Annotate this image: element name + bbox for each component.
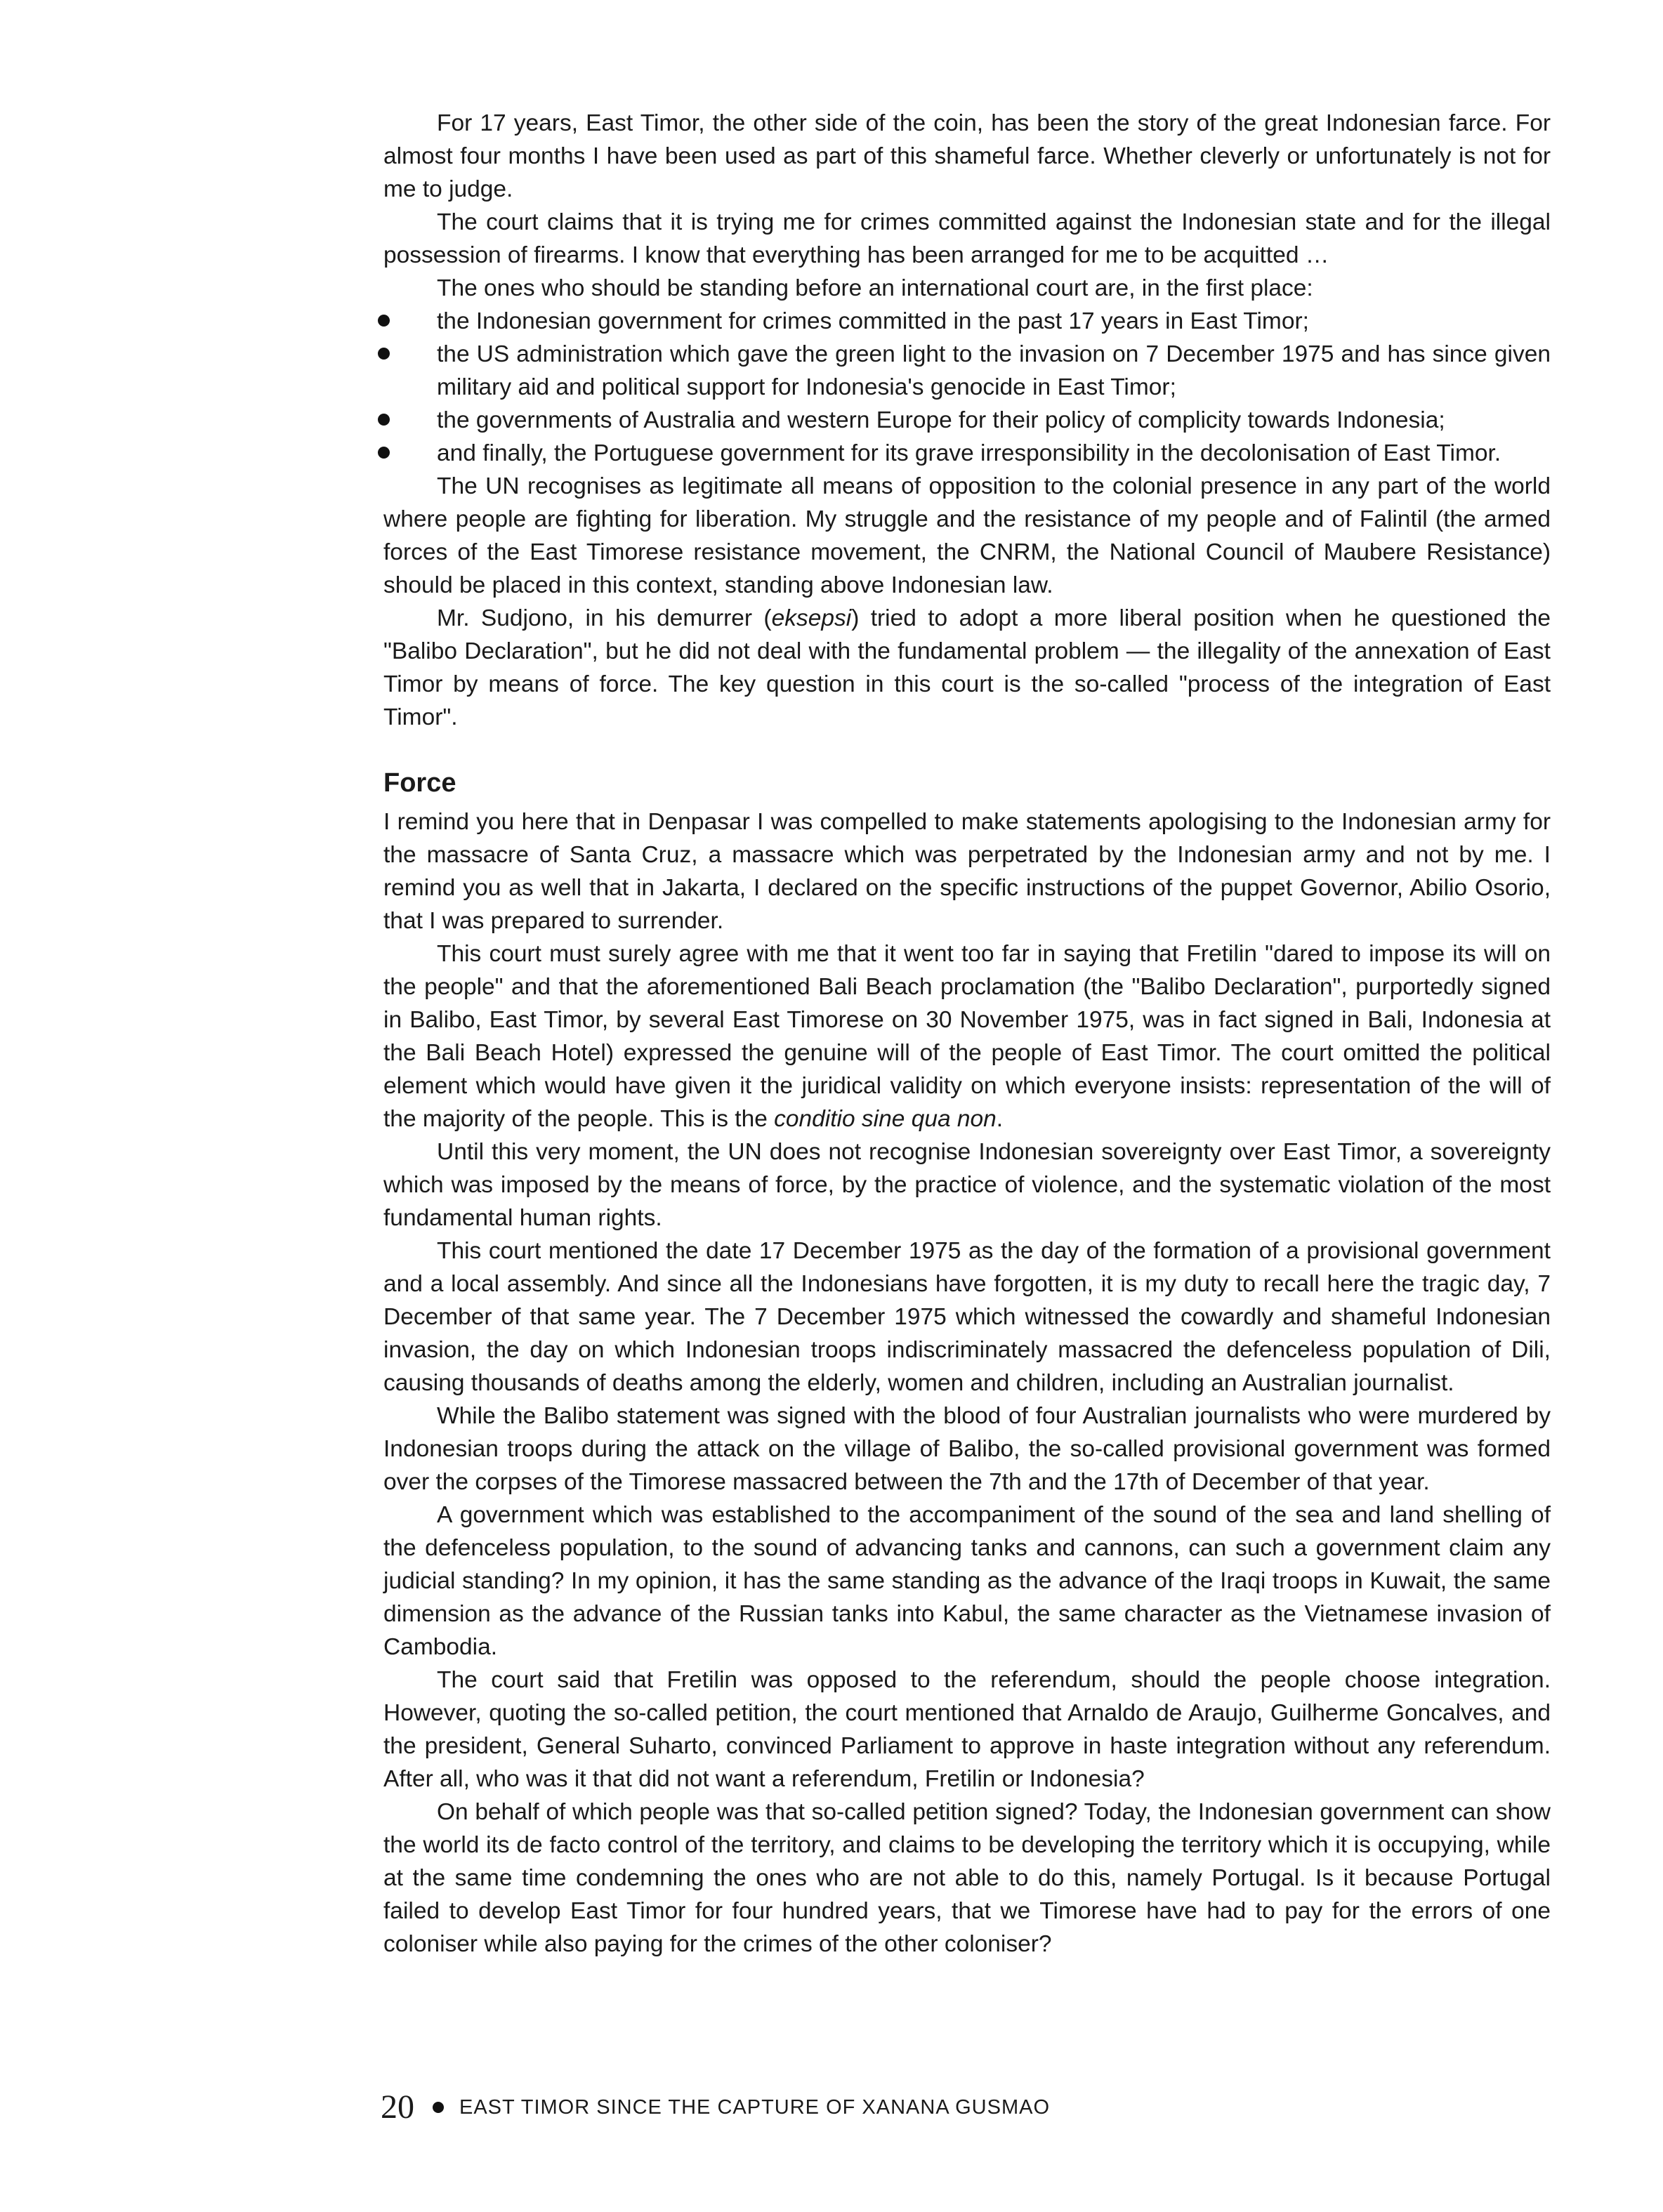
bullet-icon (378, 315, 390, 327)
bullet-text: the Indonesian government for crimes committed in the past 17 years in East Timor; (437, 308, 1309, 334)
page-footer (381, 2090, 1050, 2125)
paragraph: I remind you here that in Denpasar I was compelled to make statements apologising to the Indonesian army for the massacre of Santa Cruz, a massacre which was perpetrated by the Indonesian army and not by me. I remind you as well that in Jakarta, I declared on the specific instructions of the puppet Governor, Abilio Osorio, that I was prepared to surrender. (383, 809, 1551, 934)
text-run: This court must surely agree with me that it went too far in saying that Fretilin "dared to impose its will on the people" and that the aforementioned Bali Beach proclamation (the "Balibo Declaration", purportedly signed in Balibo, East Timor, by several East Timorese on 30 November 1975, was in fact signed in Bali, Indonesia at the Bali Beach Hotel) expressed the genuine will of the people of East Timor. The court omitted the political element which would have given it the juridical validity on which everyone insists: representation of the will of the majority of the people. This is the (383, 941, 1551, 1132)
bullet-item (383, 437, 1551, 470)
bullet-icon (378, 414, 390, 426)
text-run: ) tried to adopt a more liberal position when he questioned the "Balibo Declaration", but he did not deal with the fundamental problem — the illegality of the annexation of East Timor by means of force. The key question in this court is the so-called "process of the integration of East Timor". (383, 605, 1551, 730)
bullet-item (383, 404, 1551, 437)
section-heading: Force (383, 768, 456, 798)
document-body (383, 107, 1551, 1961)
paragraph: While the Balibo statement was signed with the blood of four Australian journalists who were murdered by Indonesian troops during the attack on the village of Balibo, the so-called provisional government was formed over the corpses of the Timorese massacred between the 7th and the 17th of December of that year. (383, 1403, 1551, 1495)
paragraph: Until this very moment, the UN does not recognise Indonesian sovereignty over East Timor, a sovereignty which was imposed by the means of force, by the practice of violence, and the systematic violation of the most fundamental human rights. (383, 1139, 1551, 1231)
paragraph (383, 602, 1551, 734)
bullet-item (383, 305, 1551, 338)
running-title: EAST TIMOR SINCE THE CAPTURE OF XANANA GUSMAO (459, 2096, 1051, 2119)
bullet-item (383, 338, 1551, 404)
paragraph: The ones who should be standing before an international court are, in the first place: (437, 275, 1313, 301)
page-number: 20 (381, 2088, 414, 2126)
bullet-icon (378, 348, 390, 360)
bullet-list (383, 305, 1551, 470)
paragraph: For 17 years, East Timor, the other side of the coin, has been the story of the great Indonesian farce. For almost four months I have been used as part of this shameful farce. Whether cleverly or unfortunately is not for me to judge. (383, 110, 1551, 202)
paragraph: This court mentioned the date 17 December 1975 as the day of the formation of a provisional government and a local assembly. And since all the Indonesians have forgotten, it is my duty to recall here the tragic day, 7 December of that same year. The 7 December 1975 which witnessed the cowardly and shameful Indonesian invasion, the day on which Indonesian troops indiscriminately massacred the defenceless population of Dili, causing thousands of deaths among the elderly, women and children, including an Australian journalist. (383, 1238, 1551, 1396)
bullet-text: the US administration which gave the green light to the invasion on 7 December 1975 and has since given military aid and political support for Indonesia's genocide in East Timor; (437, 341, 1551, 400)
paragraph: On behalf of which people was that so-called petition signed? Today, the Indonesian government can show the world its de facto control of the territory, and claims to be developing the territory which it is occupying, while at the same time condemning the ones who are not able to do this, namely Portugal. Is it because Portugal failed to develop East Timor for four hundred years, that we Timorese have had to pay for the errors of one coloniser while also paying for the crimes of the other coloniser? (383, 1799, 1551, 1957)
bullet-separator-icon (433, 2102, 444, 2113)
paragraph (383, 937, 1551, 1135)
paragraph: The court said that Fretilin was opposed to the referendum, should the people choose integration. However, quoting the so-called petition, the court mentioned that Arnaldo de Araujo, Guilherme Goncalves, and the president, General Suharto, convinced Parliament to approve in haste integration without any referendum. After all, who was it that did not want a referendum, Fretilin or Indonesia? (383, 1667, 1551, 1792)
paragraph: A government which was established to the accompaniment of the sound of the sea and land shelling of the defenceless population, to the sound of advancing tanks and cannons, can such a government claim any judicial standing? In my opinion, it has the same standing as the advance of the Iraqi troops in Kuwait, the same dimension as the advance of the Russian tanks into Kabul, the same character as the Vietnamese invasion of Cambodia. (383, 1502, 1551, 1660)
bullet-icon (378, 447, 390, 459)
paragraph: The court claims that it is trying me for crimes committed against the Indonesian state and for the illegal possession of firearms. I know that everything has been arranged for me to be acquitted … (383, 209, 1551, 268)
text-run: Mr. Sudjono, in his demurrer ( (437, 605, 772, 631)
paragraph: The UN recognises as legitimate all means of opposition to the colonial presence in any part of the world where people are fighting for liberation. My struggle and the resistance of my people and of Falintil (the armed forces of the East Timorese resistance movement, the CNRM, the National Council of Maubere Resistance) should be placed in this context, standing above Indonesian law. (383, 473, 1551, 598)
bullet-text: and finally, the Portuguese government for its grave irresponsibility in the decolonisation of East Timor. (437, 440, 1501, 466)
text-run: . (996, 1106, 1004, 1132)
bullet-text: the governments of Australia and western Europe for their policy of complicity towards Indonesia; (437, 407, 1445, 433)
italic-term: eksepsi (771, 605, 852, 631)
italic-term: conditio sine qua non (774, 1106, 997, 1132)
